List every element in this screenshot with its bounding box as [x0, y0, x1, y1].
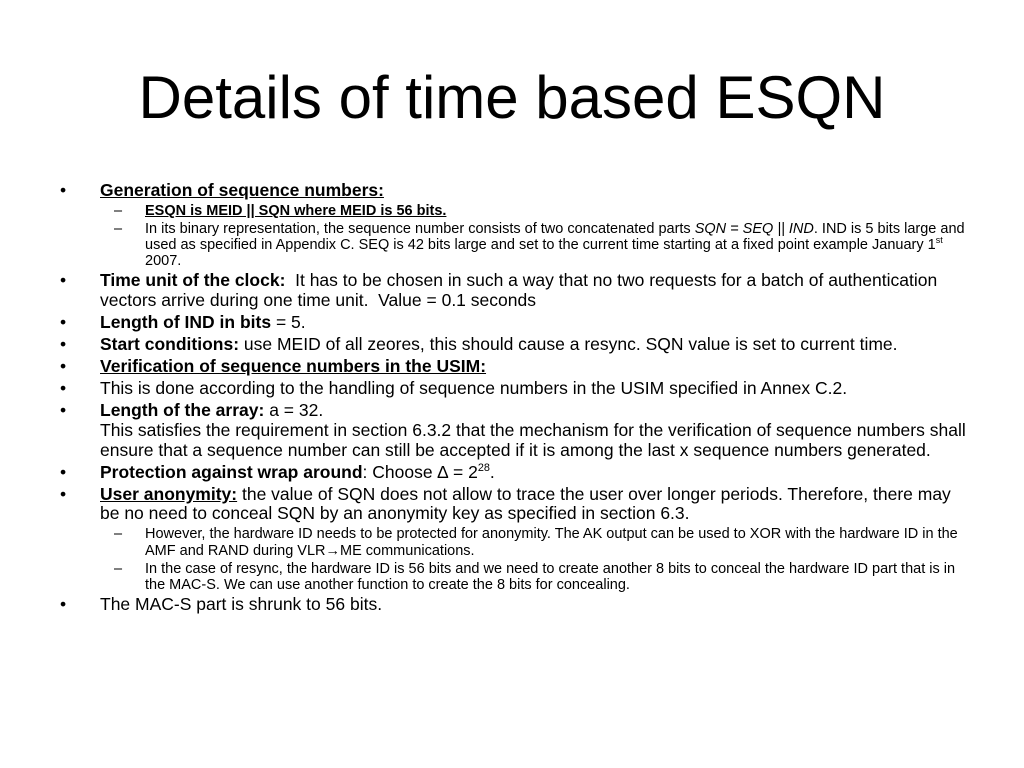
time-unit-label: Time unit of the clock: — [100, 270, 286, 291]
bullet-generation — [60, 181, 975, 201]
handling-text: This is done according to the handling of sequence numbers in the USIM specified in Annex C.2. — [100, 378, 848, 399]
resync-text: In the case of resync, the hardware ID is 56 bits and we need to create another 8 bits to conceal the hardware ID part that is in the MAC-S. We can use another function to create the 8 bits for concealing. — [145, 560, 956, 593]
dash-glyph: – — [114, 203, 123, 220]
bullet-glyph: • — [60, 270, 67, 291]
binary-text-a: In its binary representation, the sequence number consists of two concatenated parts — [145, 220, 695, 237]
wrap-exponent: 28 — [477, 461, 490, 474]
hardware-id-text-a: However, the hardware ID needs to be protected for anonymity. The AK output can be used to XOR with the hardware ID in the AMF and RAND during VLR — [145, 526, 958, 559]
anonymity-label: User anonymity: — [100, 483, 238, 504]
bullet-glyph: • — [60, 593, 67, 614]
bullet-handling — [60, 379, 975, 399]
sqn-formula: SQN = SEQ || IND — [694, 220, 814, 237]
bullet-glyph: • — [60, 378, 67, 399]
bullet-array-length — [60, 401, 975, 460]
start-text: use MEID of all zeores, this should cause a resync. SQN value is set to current time. — [239, 334, 898, 355]
right-arrow-icon: → — [325, 542, 341, 559]
bullet-glyph: • — [60, 400, 67, 421]
bullet-glyph: • — [60, 334, 67, 355]
bullet-glyph: • — [60, 461, 67, 482]
dash-glyph: – — [114, 560, 123, 577]
bullet-time-unit — [60, 271, 975, 310]
bullet-glyph: • — [60, 483, 67, 504]
bullet-glyph: • — [60, 180, 67, 200]
mac-s-text: The MAC-S part is shrunk to 56 bits. — [100, 593, 383, 614]
slide-title: Details of time based ESQN — [138, 64, 886, 131]
array-text: a = 32. — [264, 400, 324, 421]
generation-heading: Generation of sequence numbers: — [100, 180, 384, 200]
bullet-ind-length — [60, 313, 975, 333]
bullet-glyph: • — [60, 356, 67, 377]
binary-text-c: 2007. — [145, 253, 182, 270]
wrap-end: . — [489, 461, 495, 482]
start-label: Start conditions: — [100, 334, 240, 355]
sub-bullet-hardware-id — [60, 526, 975, 559]
dash-glyph: – — [114, 526, 123, 543]
bullet-mac-s — [60, 595, 975, 615]
bullet-glyph: • — [60, 311, 67, 332]
wrap-text: : Choose ∆ = 2 — [362, 461, 478, 482]
bullet-wrap-around — [60, 463, 975, 483]
slide-body — [60, 181, 975, 617]
array-label: Length of the array: — [100, 400, 265, 421]
ind-length-label: Length of IND in bits — [100, 311, 272, 332]
time-unit-text: It has to be chosen in such a way that no two requests for a batch of authentication vectors arrive during one time unit. Value = 0.1 seconds — [100, 270, 943, 310]
binary-text-b: . IND is 5 bits large and used as specified in Appendix C. SEQ is 42 bits large and set to the current time starting at a fixed point example January 1 — [145, 220, 965, 254]
sub-bullet-binary — [60, 221, 975, 270]
bullet-verification — [60, 357, 975, 377]
ind-length-text: = 5. — [271, 311, 306, 332]
wrap-label: Protection against wrap around — [100, 461, 363, 482]
hardware-id-text-b: ME communications. — [340, 542, 475, 559]
bullet-anonymity — [60, 485, 975, 524]
ordinal-suffix: st — [935, 235, 943, 246]
sub-bullet-esqn — [60, 203, 975, 219]
anonymity-text: the value of SQN does not allow to trace the user over longer periods. Therefore, there may be no need to conceal SQN by an anonymity key as specified in section 6.3. — [100, 483, 951, 524]
array-detail: This satisfies the requirement in section 6.3.2 that the mechanism for the verification of sequence numbers shall ensure that a sequence number can still be accepted if it is among the last x sequence numbers generated. — [100, 419, 966, 460]
sub-bullet-resync — [60, 561, 975, 594]
bullet-start-conditions — [60, 335, 975, 355]
dash-glyph: – — [114, 220, 123, 237]
verification-heading: Verification of sequence numbers in the USIM: — [100, 356, 487, 377]
esqn-definition: ESQN is MEID || SQN where MEID is 56 bits. — [145, 203, 447, 220]
